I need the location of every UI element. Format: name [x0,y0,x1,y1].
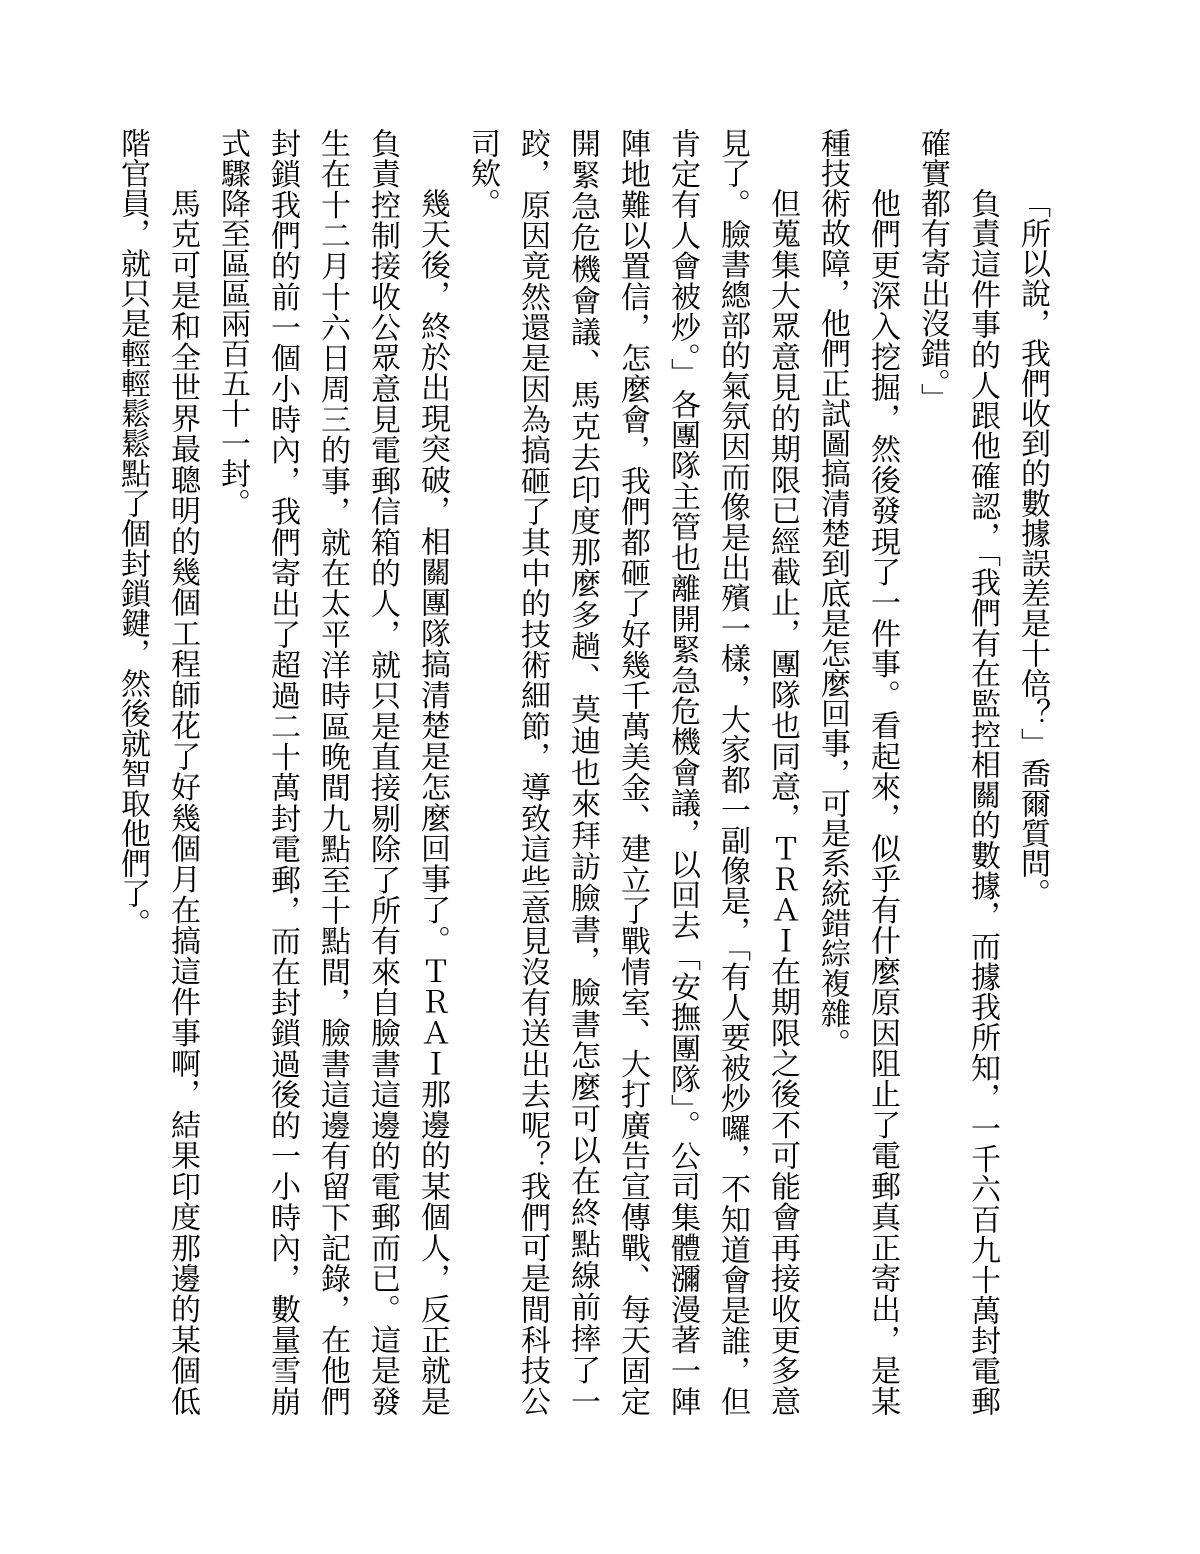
paragraph-5: 幾天後，終於出現突破，相關團隊搞清楚是怎麼回事了。ＴＲＡＩ那邊的某個人，反正就是負責控制接收公眾意見電郵信箱的人，就只是直接剔除了所有來自臉書這邊的電郵而已。這是發生在十二月十六日周三的事，就在太平洋時區晚間九點至十點間，臉書這邊有留下記錄，在他們封鎖我們的前一個小時內，我們寄出了超過二十萬封電郵，而在封鎖過後的一小時內，數量雪崩式驟降至區區兩百五十一封。 [216,128,449,1416]
paragraph-4: 但蒐集大眾意見的期限已經截止，團隊也同意，ＴＲＡＩ在期限之後不可能會再接收更多意見了。臉書總部的氣氛因而像是出殯一樣，大家都一副像是，「有人要被炒囉，不知道會是誰，但肯定有人會被炒。」各團隊主管也離開緊急危機會議，以回去「安撫團隊」。公司集體瀰漫著一陣陣地難以置信，怎麼會，我們都砸了好幾千萬美金、建立了戰情室、大打廣告宣傳戰、每天固定開緊急危機會議、馬克去印度那麼多趟、莫迪也來拜訪臉書，臉書怎麼可以在終點線前摔了一跤，原因竟然還是因為搞砸了其中的技術細節，導致這些意見沒有送出去呢？我們可是間科技公司欸。 [466,128,799,1416]
paragraph-3: 他們更深入挖掘，然後發現了一件事。看起來，似乎有什麼原因阻止了電郵真正寄出，是某種技術故障，他們正試圖搞清楚到底是怎麼回事，可是系統錯綜複雜。 [816,128,899,1416]
paragraph-2: 負責這件事的人跟他確認，「我們有在監控相關的數據，而據我所知，一千六百九十萬封電郵確實都有寄出沒錯。」 [916,128,999,1416]
paragraph-6: 馬克可是和全世界最聰明的幾個工程師花了好幾個月在搞這件事啊，結果印度那邊的某個低階官員，就只是輕輕鬆鬆點了個封鎖鍵，然後就智取他們了。 [116,128,199,1416]
paragraph-1: 「所以說，我們收到的數據誤差是十倍？」喬爾質問。 [1016,188,1049,908]
vertical-text-block [116,128,1057,1416]
